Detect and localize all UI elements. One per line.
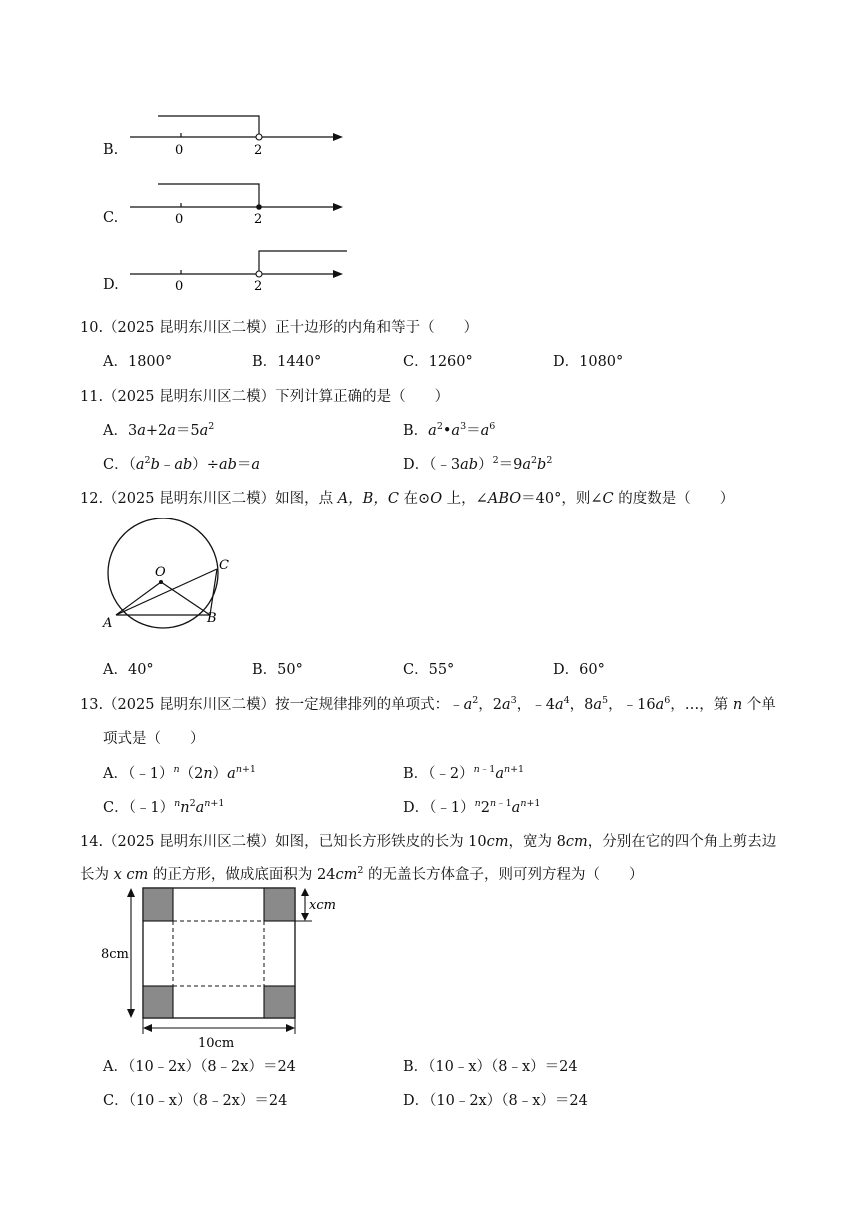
question-14-stem-line2: 长为 x cm 的正方形，做成底面积为 $24cm^2$ 的无盖长方体盒子，则可列方程为（ ） (80, 865, 644, 883)
q12-option-d: D．60° (553, 662, 605, 678)
question-12-stem: 12.（2025 昆明东川区二模）如图，点 A，B，C 在⊙O 上，∠ABO＝40°，则∠C 的度数是（ ） (80, 491, 735, 507)
point-label-c: C (219, 558, 229, 573)
point-label-o: O (155, 565, 166, 580)
option-letter: B. (103, 142, 119, 158)
q12-option-a: A．40° (103, 662, 154, 678)
tick-label-2: 2 (254, 212, 263, 226)
q10-option-b: B．1440° (252, 354, 322, 370)
option-letter: C. (103, 210, 119, 226)
q11-option-d: D．$(﹣3ab)^2=9a^2b^2$ (403, 455, 553, 473)
q13-option-b: B．$(﹣2)^{n﹣1}a^{n+1}$ (403, 764, 525, 782)
width-label: 10cm (198, 1036, 235, 1051)
q10-option-a: A．1800° (103, 354, 173, 370)
tick-label-0: 0 (175, 143, 184, 158)
q14-option-d: D．（10﹣2x）（8﹣x）＝24 (403, 1093, 588, 1109)
q10-option-d: D．1080° (553, 354, 624, 370)
question-10-stem: 10.（2025 昆明东川区二模）正十边形的内角和等于（ ） (80, 320, 479, 336)
option-letter: D. (103, 277, 119, 293)
q10-option-c: C．1260° (403, 354, 473, 370)
number-line-d (125, 244, 355, 294)
question-13-stem-line2: 项式是（ ） (103, 731, 205, 747)
tick-label-0: 0 (175, 279, 184, 294)
q13-option-c: C．$(﹣1)^nn^2a^{n+1}$ (103, 798, 225, 816)
q14-option-b: B．（10﹣x）（8﹣x）＝24 (403, 1059, 578, 1075)
q12-option-c: C．55° (403, 662, 455, 678)
height-label: 8cm (101, 947, 129, 962)
q13-option-d: D．$(﹣1)^n2^{n﹣1}a^{n+1}$ (403, 798, 541, 816)
q14-option-a: A．（10﹣2x）（8﹣2x）＝24 (103, 1059, 296, 1075)
number-line-b (125, 108, 350, 158)
x-label: xcm (309, 898, 336, 913)
question-14-stem: 14.（2025 昆明东川区二模）如图，已知长方形铁皮的长为 10cm，宽为 8cm，分别在它的四个角上剪去边 (80, 834, 777, 850)
q14-option-c: C．（10﹣x）（8﹣2x）＝24 (103, 1093, 288, 1109)
q12-option-b: B．50° (252, 662, 303, 678)
question-11-stem: 11.（2025 昆明东川区二模）下列计算正确的是（ ） (80, 389, 450, 405)
q11-option-a: A．$3a+2a=5a^2$ (103, 421, 215, 439)
sheet-diagram (98, 882, 348, 1052)
tick-label-2: 2 (254, 143, 263, 158)
tick-label-2: 2 (254, 279, 263, 294)
point-label-b: B (207, 611, 217, 626)
circle-diagram (98, 518, 248, 638)
q11-option-c: C．$(a^2b﹣ab)\div ab=a$ (103, 455, 261, 473)
q11-option-b: B．$a^2•a^3=a^6$ (403, 421, 496, 439)
tick-label-0: 0 (175, 212, 184, 226)
point-label-a: A (103, 616, 113, 631)
number-line-c (125, 176, 350, 226)
q13-option-a: A．$(﹣1)^n(2n)a^{n+1}$ (103, 764, 256, 782)
question-13-stem: 13.（2025 昆明东川区二模）按一定规律排列的单项式：$﹣a^2$，$2a^3$，$﹣4a^4$，$8a^5$，$﹣16a^6$，…，第 n 个单 (80, 695, 776, 713)
